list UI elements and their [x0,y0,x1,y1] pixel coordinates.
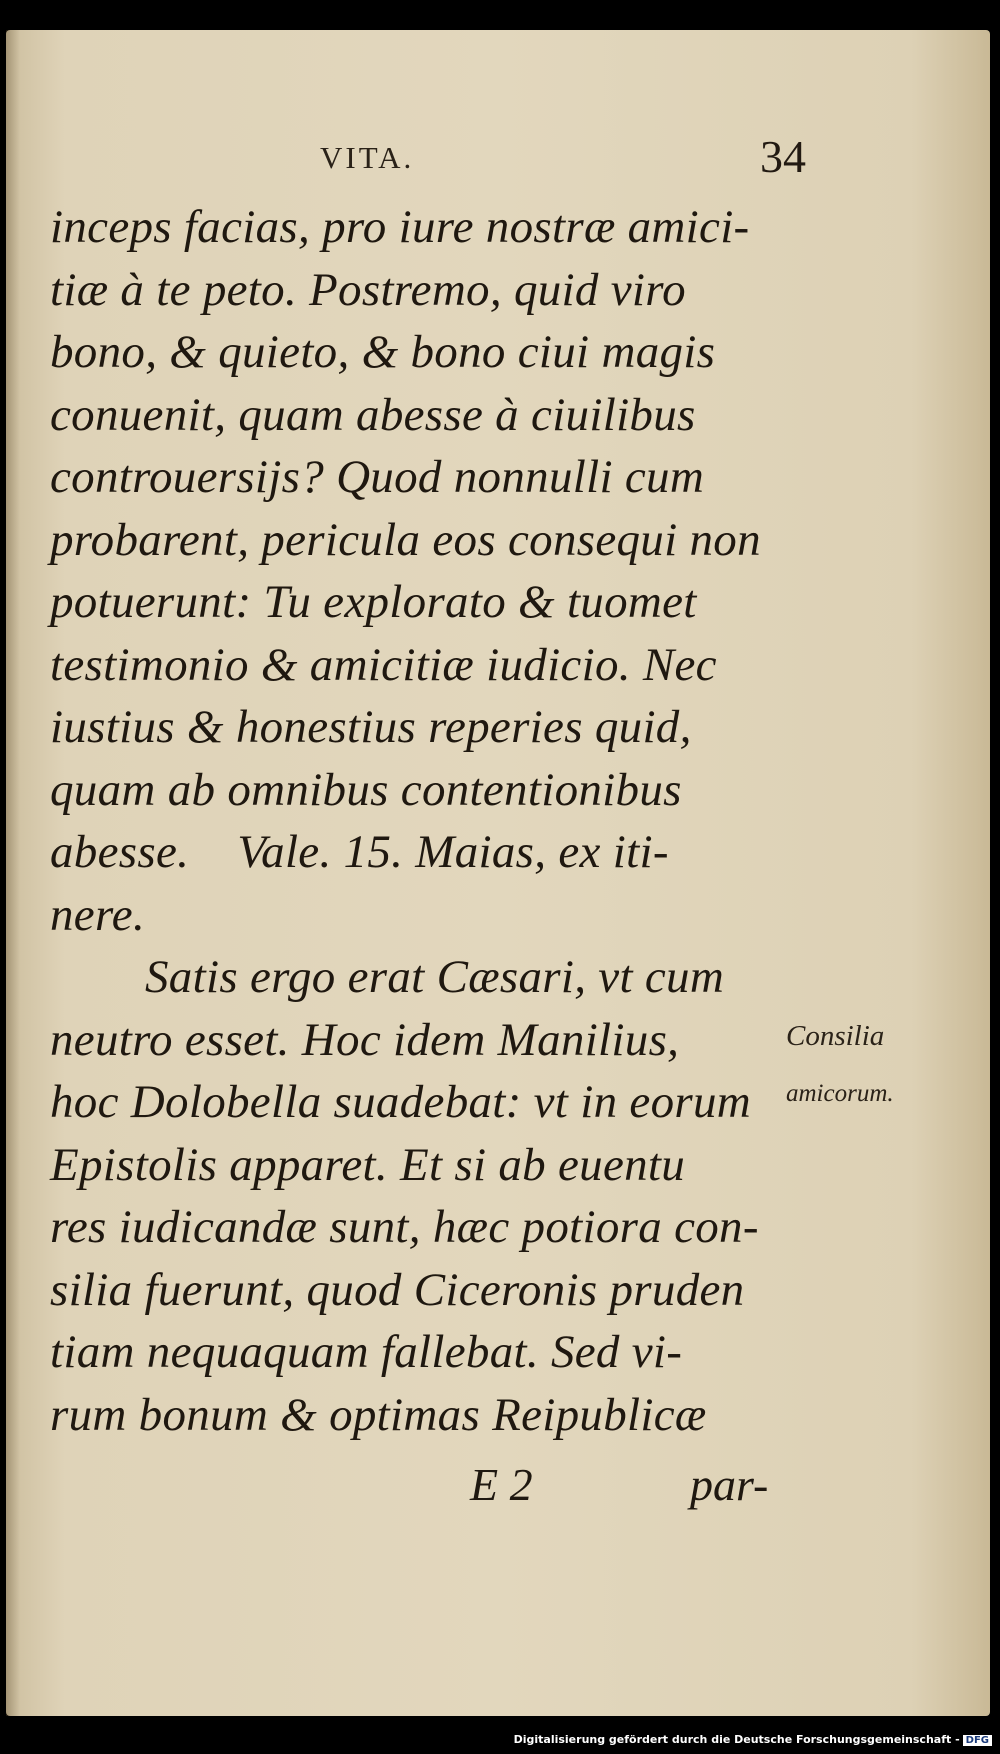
text-line: testimonio & amicitiæ iudicio. Nec [50,638,717,691]
text-line: inceps facias, pro iure nostræ amici- [50,201,750,253]
text-line: Epistolis apparet. Et si ab euentu [50,1138,686,1191]
text-line: tiæ à te peto. Postremo, quid viro [50,263,686,316]
text-line: controuersijs? Quod nonnulli cum [50,451,705,503]
running-head: VITA. [320,140,415,175]
signature-mark: E 2 [470,1459,533,1510]
credit-text: Digitalisierung gefördert durch die Deutsche Forschungsgemeinschaft - [513,1733,960,1746]
margin-note-line-2: amicorum. [786,1080,894,1107]
text-line: nere. [50,888,146,941]
text-line: probarent, pericula eos consequi non [50,513,761,566]
text-line: iustius & honestius reperies quid, [50,701,692,753]
text-line: bono, & quieto, & bono ciui magis [50,326,716,378]
text-line-paragraph-start: Satis ergo erat Cæsari, vt cum [145,951,725,1003]
text-line: neutro esset. Hoc idem Manilius, [50,1013,680,1066]
text-line: rum bonum & optimas Reipublicæ [50,1388,707,1441]
text-line: quam ab omnibus contentionibus [50,763,682,816]
text-line: conuenit, quam abesse à ciuilibus [50,388,696,441]
text-line: hoc Dolobella suadebat: vt in eorum [50,1076,752,1128]
margin-note-line-1: Consilia [786,1020,885,1052]
digitization-credit [514,1733,992,1746]
page-footer [0,1458,1000,1528]
text-line: potuerunt: Tu explorato & tuomet [50,576,697,628]
catchword: par- [690,1459,769,1510]
text-line: tiam nequaquam fallebat. Sed vi- [50,1326,683,1378]
body-text [50,196,780,1446]
page-number: 34 [760,131,806,182]
text-line: silia fuerunt, quod Ciceronis pruden [50,1263,745,1316]
text-line: abesse. Vale. 15. Maias, ex iti- [50,826,669,878]
dfg-logo: DFG [963,1735,992,1746]
text-line: res iudicandæ sunt, hæc potiora con- [50,1201,759,1253]
